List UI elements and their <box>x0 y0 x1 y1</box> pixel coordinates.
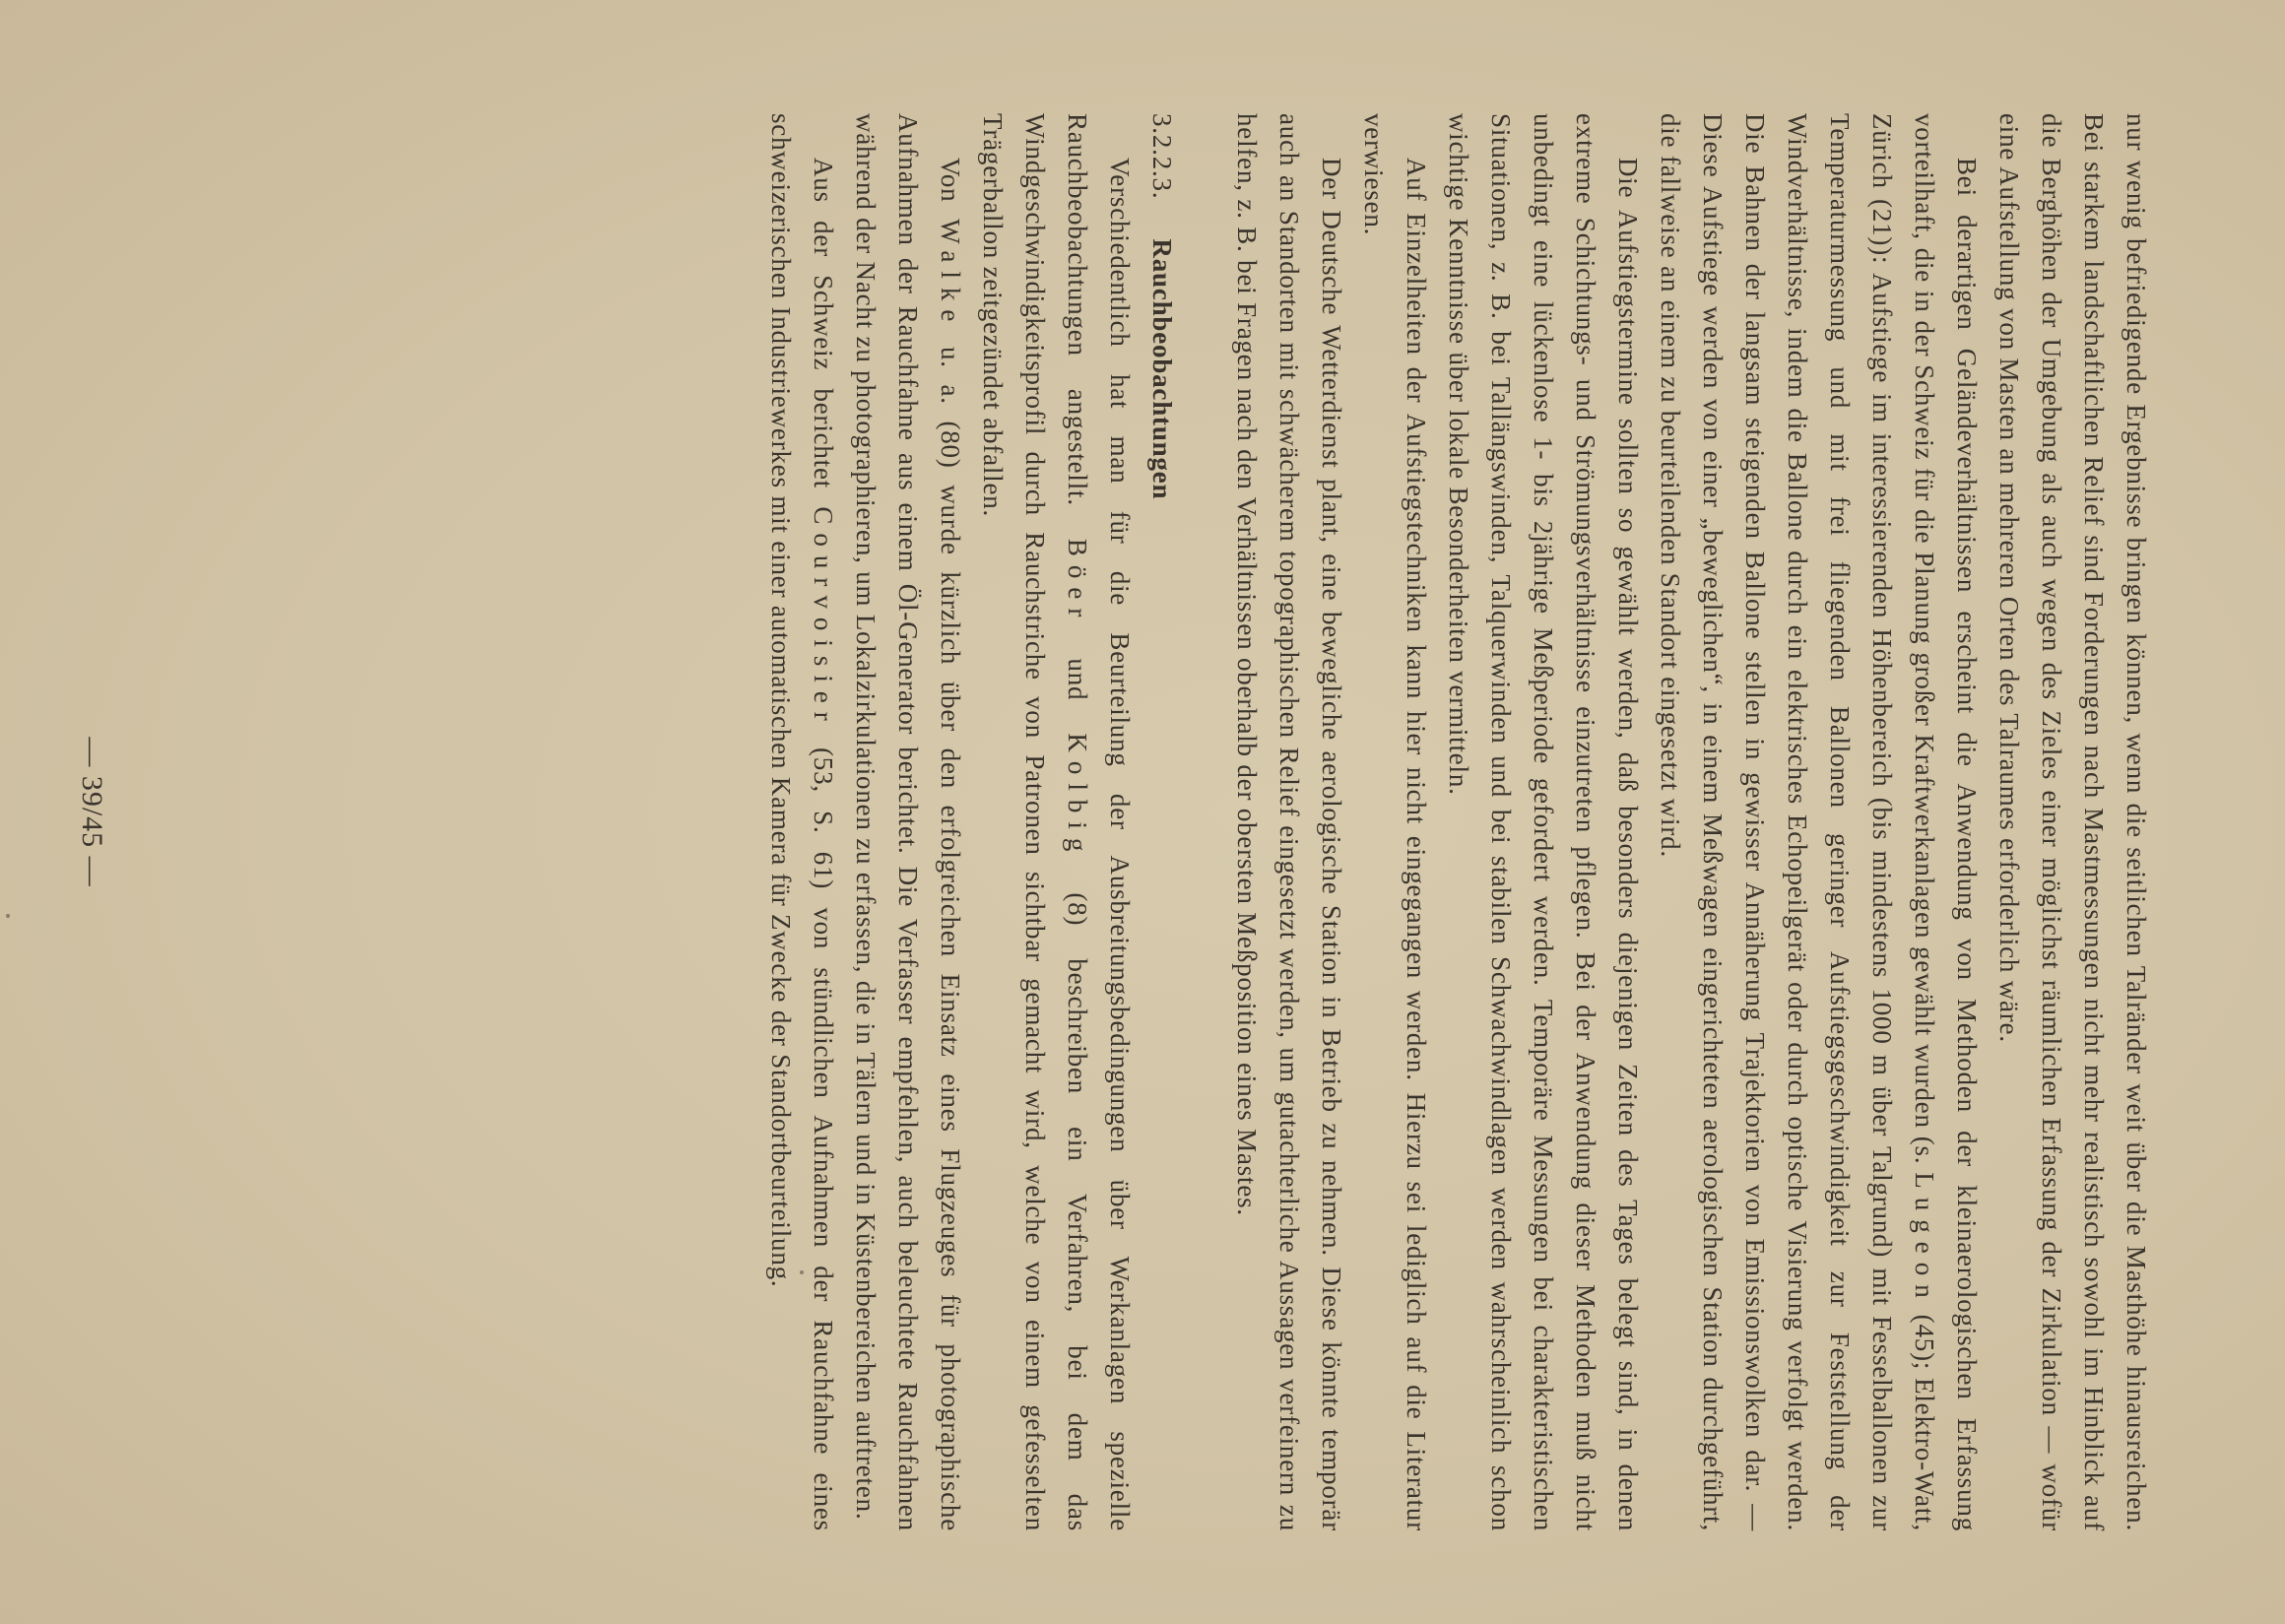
paragraph-text: und <box>1063 625 1092 734</box>
paragraph-text: Auf Einzelheiten der Aufstiegstechniken kann hier nicht eingegangen werden. Hierzu sei lediglich auf die Literatur verwiesen. <box>1359 113 1431 1531</box>
section-paragraphs <box>759 113 1141 1531</box>
paragraph <box>971 113 1141 1531</box>
paragraph <box>844 113 971 1531</box>
scan-speck <box>6 914 10 918</box>
paragraph-text: Die Aufstiegstermine sollten so gewählt werden, daß besonders diejenigen Zeiten des Tages belegt sind, in denen extreme Schichtungs- und Strömungsverhältnisse einzutreten pflegen. Bei der Anwendung dieser Methoden muß nicht unbedingt eine lückenlose 1- bis 2jährige Meßperiode gefordert werden. Temporäre Messungen bei charakteristischen Situationen, z. B. bei Tallängswinden, Talquerwinden und bei stabilen Schwachwindlagen werden wahrscheinlich schon wichtige Kenntnisse über lokale Besonderheiten vermitteln. <box>1444 113 1643 1531</box>
body-paragraphs <box>1225 113 2157 1531</box>
paragraph <box>1988 113 2157 1531</box>
paragraph-text: Von <box>936 158 965 220</box>
paragraph <box>1437 113 1649 1531</box>
paragraph <box>1649 113 1988 1531</box>
author-name: Böer <box>1063 538 1092 626</box>
page-number: — 39/45 — <box>76 737 108 887</box>
author-name: Courvoisier <box>809 506 838 730</box>
author-name: Walke <box>936 219 965 331</box>
author-name: Kolbig <box>1063 733 1092 861</box>
paragraph-text: u. a. (80) wurde kürzlich über den erfolgreichen Einsatz eines Flugzeuges für photographische Aufnahmen der Rauchfahne aus einem Öl-Generator berichtet. Die Verfasser empfehlen, auch beleuchtete Rauchfahnen während der Nacht zu photographieren, um Lokalzirkulationen zu erfassen, die in Tälern und in Küstenbereichen auftreten. <box>851 113 965 1531</box>
paragraph <box>1352 113 1437 1531</box>
section-number: 3.2.2.3. <box>1147 113 1177 200</box>
paragraph-text: Verschiedentlich hat man für die Beurteilung der Ausbreitungsbedingungen über Werkanlagen spezielle Rauchbeobachtungen angestellt. <box>1063 113 1135 1531</box>
section-title: Rauchbeobachtungen <box>1147 238 1177 500</box>
paragraph-text: Bei derartigen Geländeverhältnissen erscheint die Anwendung von Methoden der kleinaerologischen Erfassung vorteilhaft, die in der Schweiz für die Planung großer Kraftwerkanlagen gewählt wurden (s. <box>1910 113 1982 1531</box>
paragraph-text: Der Deutsche Wetterdienst plant, eine bewegliche aerologische Station in Betrieb zu nehmen. Diese könnte temporär auch an Standorten mit schwächerem topographischen Relief eingesetzt werden, um gutachterliche Aussagen verfeinern zu helfen, z. B. bei Fragen nach den Verhältnissen oberhalb der obersten Meßposition eines Mastes. <box>1232 113 1346 1531</box>
paragraph-text: nur wenig befriedigende Ergebnisse bringen können, wenn die seitlichen Talränder weit über die Masthöhe hinausreichen. Bei starkem landschaftlichen Relief sind Forderungen nach Mastmessungen nicht mehr realistisch sowohl im Hinblick auf die Berghöhen der Umgebung als auch wegen des Zieles einer möglichst räumlichen Erfassung der Zirkulation — wofür eine Aufstellung von Masten an mehreren Orten des Talraumes erforderlich wäre. <box>1994 113 2151 1531</box>
paragraph-text: (53, S. 61) von stündlichen Aufnahmen der Rauchfahne eines schweizerischen Industriewerkes mit einer automatischen Kamera für Zwecke der Standortbeurteilung. <box>766 113 838 1531</box>
author-name: Lugeon <box>1910 1172 1939 1307</box>
paragraph-text: (8) beschreiben ein Verfahren, bei dem das Windgeschwindigkeitsprofil durch Rauchstriche von Patronen sichtbar gemacht wird, welche von einem gefesselten Trägerballon zeitgezündet abfallen. <box>978 113 1092 1531</box>
paragraph-text: Aus der Schweiz berichtet <box>809 158 838 507</box>
paragraph-text: (45); Elektro-Watt, Zürich (21)): Aufstiege im interessierenden Höhenbereich (bis mindestens 1000 m über Talgrund) mit Fesselballonen zur Temperaturmessung und mit frei fliegenden Ballonen geringer Aufstiegsgeschwindigkeit zur Feststellung der Windverhältnisse, indem die Ballone durch ein elektrisches Echopeilgerät oder durch optische Visierung verfolgt werden. Die Bahnen der langsam steigenden Ballone stellen in gewisser Annäherung Trajektorien von Emissionswolken dar. — Diese Aufstiege werden von einer „beweglichen“, in einem Meßwagen eingerichteten aerologischen Station durchgeführt, die fallweise an einem zu beurteilenden Standort eingesetzt wird. <box>1656 113 1939 1531</box>
section-heading <box>1141 113 1183 1531</box>
paragraph <box>1225 113 1352 1531</box>
document-body <box>759 113 2157 1531</box>
scan-speck <box>800 1270 804 1274</box>
paragraph <box>759 113 844 1531</box>
